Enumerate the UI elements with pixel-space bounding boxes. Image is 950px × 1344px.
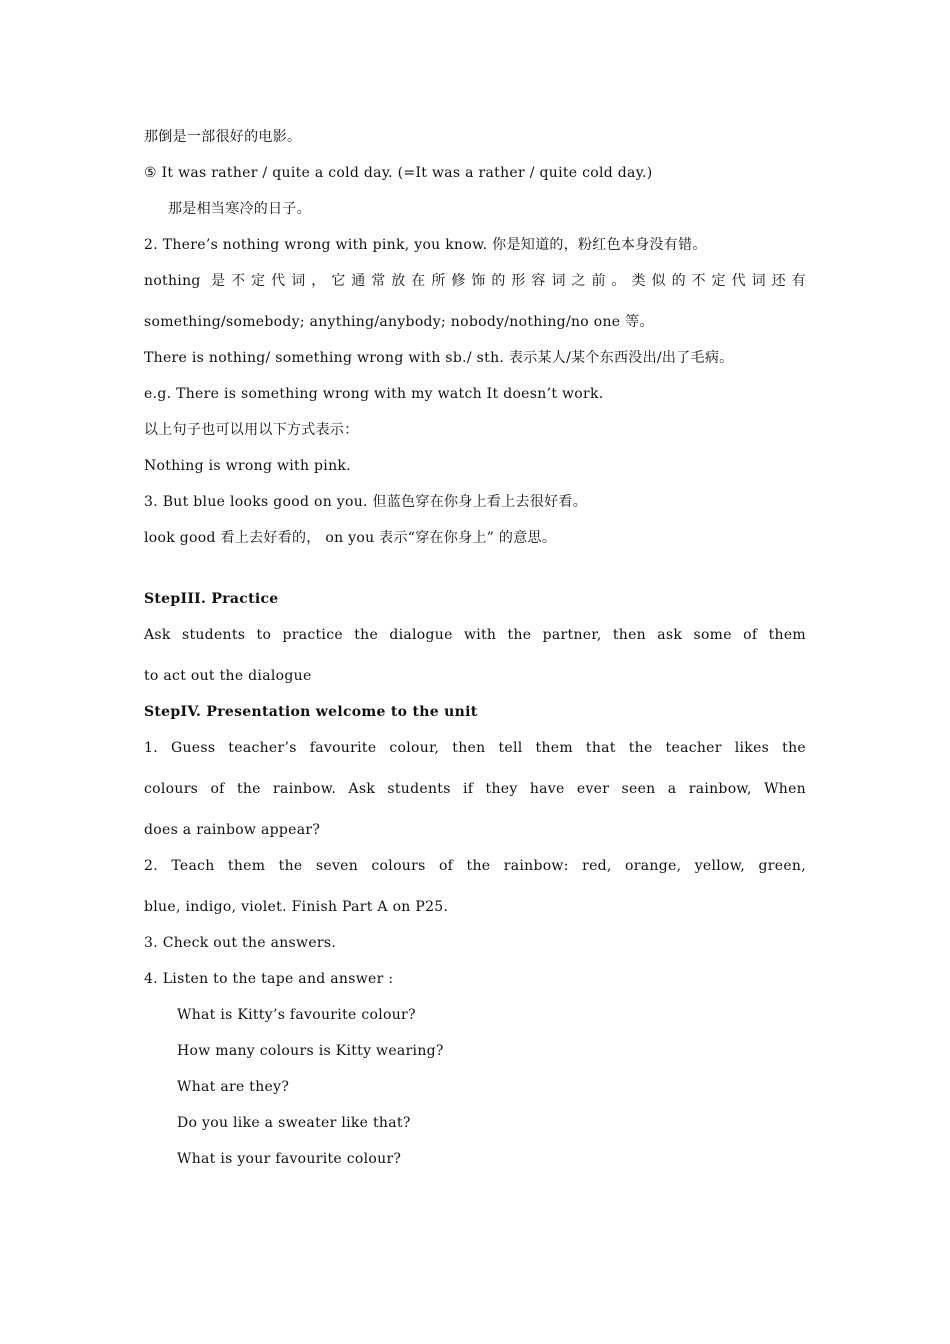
text-line: does a rainbow appear?	[144, 822, 321, 838]
text-line: ⑤ It was rather / quite a cold day. (=It was a rather / quite cold day.)	[144, 165, 653, 181]
text-line: to act out the dialogue	[144, 668, 312, 684]
question-line: What is your favourite colour?	[177, 1151, 402, 1167]
text-line: 3. But blue looks good on you. 但蓝色穿在你身上看上去很好看。	[144, 494, 588, 510]
question-line: Do you like a sweater like that?	[177, 1115, 411, 1131]
text-line: something/somebody; anything/anybody; nobody/nothing/no one 等。	[144, 314, 654, 330]
question-line: What are they?	[177, 1079, 290, 1095]
text-line: 以上句子也可以用以下方式表示：	[144, 422, 359, 438]
text-line: 2. Teach them the seven colours of the rainbow: red, orange, yellow, green,	[144, 858, 806, 874]
text-line: look good 看上去好看的， on you 表示“穿在你身上” 的意思。	[144, 530, 557, 546]
text-line: 那倒是一部很好的电影。	[144, 129, 302, 145]
text-line: There is nothing/ something wrong with sb./ sth. 表示某人/某个东西没出/出了毛病。	[144, 350, 734, 366]
text-line: nothing 是不定代词，它通常放在所修饰的形容词之前。类似的不定代词还有	[144, 273, 806, 289]
text-line: Nothing is wrong with pink.	[144, 458, 351, 474]
text-line: Ask students to practice the dialogue with the partner, then ask some of them	[144, 627, 806, 643]
question-line: What is Kitty’s favourite colour?	[177, 1007, 416, 1023]
text-line: 2. There’s nothing wrong with pink, you know. 你是知道的，粉红色本身没有错。	[144, 237, 707, 253]
text-line: 3. Check out the answers.	[144, 935, 337, 951]
text-line: 1. Guess teacher’s favourite colour, then tell them that the teacher likes the	[144, 740, 806, 756]
section-heading: StepIII. Practice	[144, 591, 279, 607]
question-line: How many colours is Kitty wearing?	[177, 1043, 444, 1059]
section-heading: StepIV. Presentation welcome to the unit	[144, 704, 478, 720]
text-line: e.g. There is something wrong with my watch It doesn’t work.	[144, 386, 604, 402]
text-line: 那是相当寒冷的日子。	[168, 201, 311, 217]
text-line: 4. Listen to the tape and answer :	[144, 971, 394, 987]
text-line: colours of the rainbow. Ask students if they have ever seen a rainbow, When	[144, 781, 806, 797]
text-line: blue, indigo, violet. Finish Part A on P25.	[144, 899, 449, 915]
